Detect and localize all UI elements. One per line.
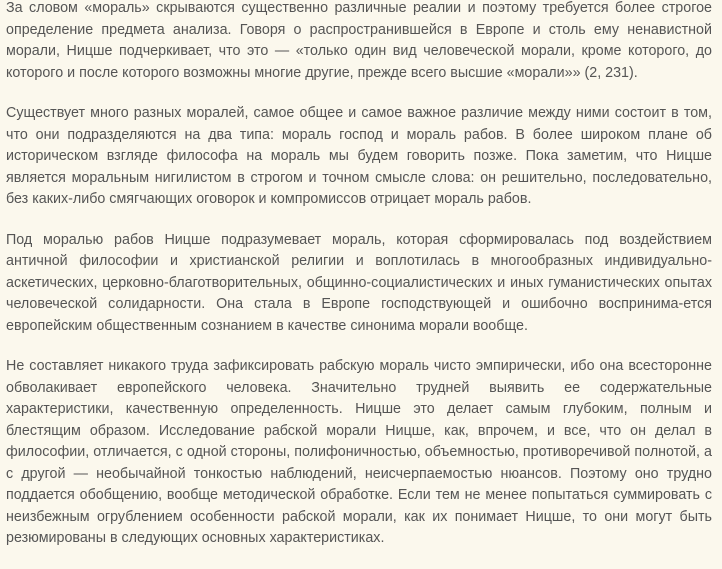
paragraph-2: Существует много разных моралей, самое общее и самое важное различие между ними состоит в том, что они подразделяются на два типа: мораль господ и мораль рабов. В более широком плане об историческом взгляде философа на мораль мы будем говорить позже. Пока заметим, что Ницше является моральным нигилистом в строгом и точном смысле слова: он решительно, последовательно, без каких-либо смягчающих оговорок и компромиссов отрицает мораль рабов. — [6, 105, 712, 207]
article-body — [6, 0, 712, 569]
paragraph-3: Под моралью рабов Ницше подразумевает мораль, которая сформировалась под воздействием античной философии и христианской религии и воплотилась в многообразных индивидуально-аскетических, церковно-благотворительных, общинно-социалистических и иных гуманистических опытах человеческой солидарности. Она стала в Европе господствующей и ошибочно воспринима-ется европейским общественным сознанием в качестве синонима морали вообще. — [6, 231, 712, 334]
paragraph-1: За словом «мораль» скрываются существенно различные реалии и поэтому требуется более строгое определение предмета анализа. Говоря о распространившейся в Европе и столь ему ненавистной морали, Ницше подчеркивает, что это — «только один вид человеческой морали, кроме которого, до которого и после которого возможны многие другие, прежде всего высшие «морали»» (2, 231). — [6, 0, 712, 81]
paragraph-4: Не составляет никакого труда зафиксировать рабскую мораль чисто эмпирически, ибо она всесторонне обволакивает европейского человека. Значительно трудней выявить ее содержательные характеристики, качественную определенность. Ницше это делает самым глубоким, полным и блестящим образом. Исследование рабской морали Ницше, как, впрочем, и все, что он делал в философии, отличается, с одной стороны, полифоничностью, объемностью, противоречивой полнотой, а с другой — необычайной тонкостью наблюдений, неисчерпаемостью нюансов. Поэтому оно трудно поддается обобщению, вообще методической обработке. Если тем не менее попытаться суммировать с неизбежным огрублением особенности рабской морали, как их понимает Ницше, то они могут быть резюмированы в следующих основных характеристиках. — [6, 358, 712, 546]
